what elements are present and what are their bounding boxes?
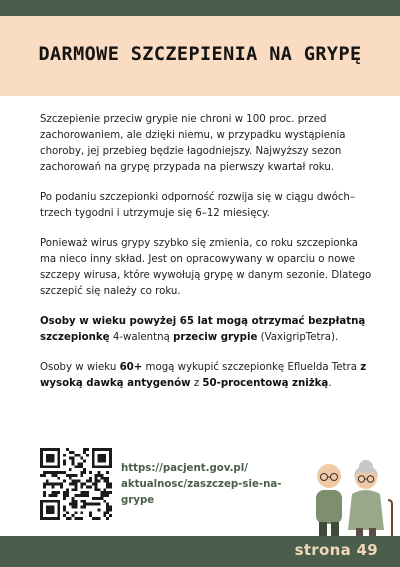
p5-bold-3: 50-procentową zniżką [202, 378, 329, 389]
p4-bold-1: Osoby w wieku powyżej 65 lat mogą otrzymać bezpłatną szczepionkę [40, 316, 366, 343]
elderly-couple-icon [296, 450, 396, 540]
paragraph-1: Szczepienie przeciw grypie nie chroni w 100 proc. przed zachorowaniem, ale dzięki niemu, w przypadku wystąpienia choroby, jej przebieg będzie łagodniejszy. Najwyższy sezon zachorowań na grypę przypada na pierwszy kwartał roku. [40, 114, 346, 173]
p4-bold-2: przeciw grypie [173, 332, 258, 343]
page-number: strona 49 [294, 541, 378, 559]
link-url[interactable] [121, 461, 291, 509]
paragraph-4 [40, 314, 375, 346]
top-bar [0, 0, 400, 16]
paragraph-3: Ponieważ wirus grypy szybko się zmienia, co roku szczepionka ma nieco inny skład. Jest on opracowywany w oparciu o nowe szczepy wirusa, które wywołują grypę w danym sezonie. Dlatego szczepić się należy co roku. [40, 238, 372, 297]
p4-text-1: 4-walentną [109, 332, 174, 343]
link-line-3: grype [121, 495, 155, 506]
content [40, 112, 375, 406]
p5-bold-1: 60+ [119, 362, 143, 373]
p5-bold-2: z wysoką dawką antygenów [40, 362, 367, 389]
p4-text-2: (VaxigripTetra). [257, 332, 339, 343]
p5-text-3: z [190, 378, 203, 389]
p5-text-1: Osoby w wieku [40, 362, 120, 373]
link-line-2: aktualnosc/zaszczep-sie-na- [121, 479, 282, 490]
link-line-1: https://pacjent.gov.pl/ [121, 463, 248, 474]
qr-code-icon [40, 448, 112, 520]
p5-text-4: . [328, 378, 332, 389]
paragraph-5 [40, 360, 375, 392]
paragraph-2: Po podaniu szczepionki odporność rozwija się w ciągu dwóch–trzech tygodni i utrzymuje się 6–12 miesięcy. [40, 192, 355, 219]
p5-text-2: mogą wykupić szczepionkę Efluelda Tetra [142, 362, 361, 373]
page-title: DARMOWE SZCZEPIENIA NA GRYPĘ [38, 44, 362, 65]
